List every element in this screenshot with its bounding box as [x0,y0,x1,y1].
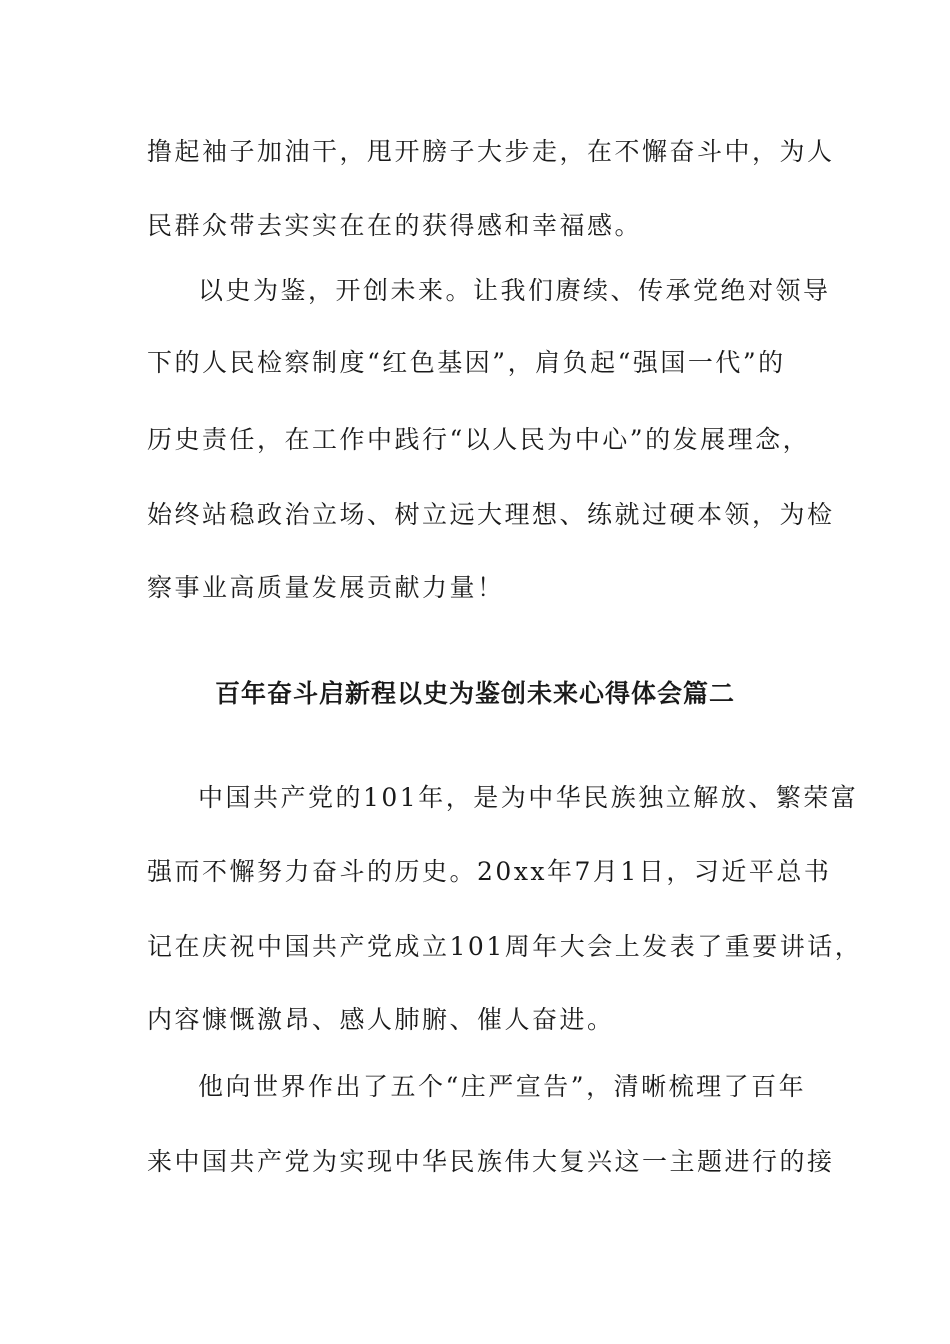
text-line: 记在庆祝中国共产党成立101周年大会上发表了重要讲话， [147,932,863,961]
text-line: 察事业高质量发展贡献力量！ [147,573,505,602]
text-line: 撸起袖子加油干，甩开膀子大步走，在不懈奋斗中，为人 [147,137,835,166]
section-heading: 百年奋斗启新程以史为鉴创未来心得体会篇二 [214,679,735,708]
text-line: 中国共产党的101年，是为中华民族独立解放、繁荣富 [198,783,859,812]
text-line: 来中国共产党为实现中华民族伟大复兴这一主题进行的接 [147,1147,835,1176]
text-line: 以史为鉴，开创未来。让我们赓续、传承党绝对领导 [198,276,831,305]
text-line: 内容慷慨激昂、感人肺腑、催人奋进。 [147,1005,615,1034]
text-line: 强而不懈努力奋斗的历史。20xx年7月1日，习近平总书 [147,857,832,886]
text-line: 他向世界作出了五个“庄严宣告”，清晰梳理了百年 [198,1072,807,1101]
text-line: 下的人民检察制度“红色基因”，肩负起“强国一代”的 [147,348,786,377]
text-line: 民群众带去实实在在的获得感和幸福感。 [147,211,643,240]
text-line: 始终站稳政治立场、树立远大理想、练就过硬本领，为检 [147,500,835,529]
text-line: 历史责任，在工作中践行“以人民为中心”的发展理念， [147,425,811,454]
